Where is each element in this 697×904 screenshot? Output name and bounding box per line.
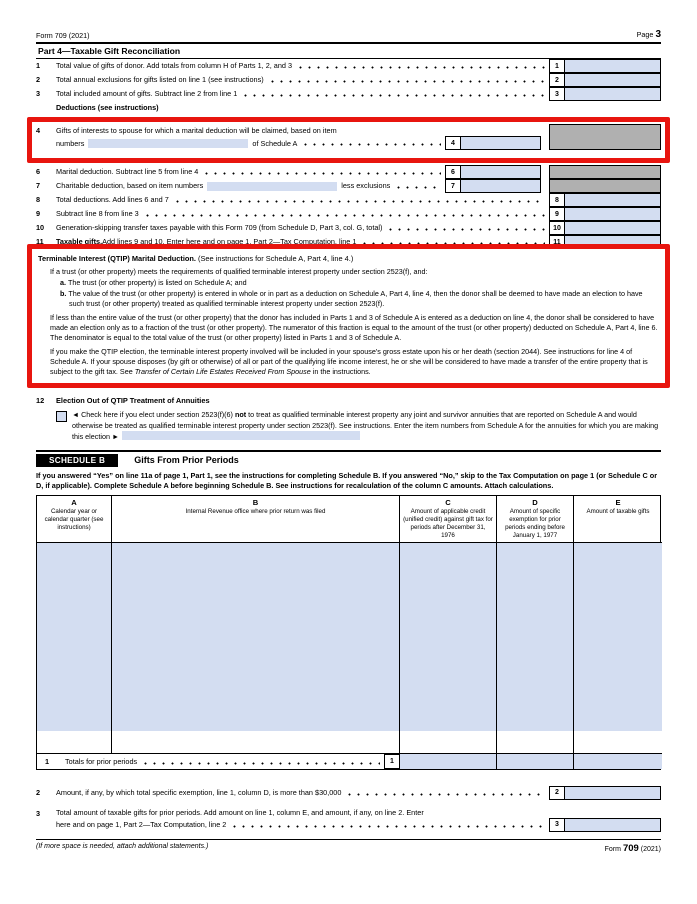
line-text: Total deductions. Add lines 6 and 7 [56, 195, 169, 204]
line-text: Gifts of interests to spouse for which a marital deduction will be claimed, based on item [56, 126, 337, 135]
column-header-c [400, 496, 497, 542]
column-desc: Amount of specific exemption for prior periods ending before January 1, 1977 [505, 508, 565, 539]
line-box-b1: 1 [384, 754, 400, 769]
line-text: here and on page 1, Part 2—Tax Computation, line 2 [56, 820, 227, 829]
footer-form-id [605, 843, 661, 854]
item-a-label: a. [60, 278, 66, 287]
line-box-9: 9 [549, 207, 565, 221]
amount-field-line-3[interactable] [565, 87, 661, 101]
schedule-b-instructions: If you answered “Yes” on line 11a of page 1, Part 1, see the instructions for completing Schedule B. If you answered “No,” skip to the Tax Computation on page 1 (or Schedule C or D, if applicable). Complete Schedule A before beginning Schedule B. See instructions for recalculation of the column C amounts. Attach calculations. [36, 470, 658, 490]
charitable-item-numbers-field[interactable] [207, 182, 337, 191]
line-number: 10 [36, 223, 45, 232]
footer-form-year: (2021) [640, 845, 661, 853]
line-box-b3: 3 [549, 818, 565, 832]
column-header-e [574, 496, 662, 542]
line-12-heading [36, 395, 661, 407]
deductions-heading [36, 101, 661, 115]
page-indicator [637, 29, 661, 40]
line-12-body [56, 410, 661, 443]
qtip-heading-bold: Terminable Interest (QTIP) Marital Deduction. [38, 254, 196, 263]
line-box-3: 3 [549, 87, 565, 101]
amount-field-line-9[interactable] [565, 207, 661, 221]
part4-line-8 [36, 193, 661, 207]
dot-leader [386, 228, 545, 231]
line-number: 1 [36, 61, 41, 70]
blank-cell [574, 731, 662, 753]
line-text: Add lines 9 and 10. Enter here and on page 1, Part 2—Tax Computation, line 1 [102, 237, 357, 246]
part4-line-3 [36, 87, 661, 101]
line-number: 11 [36, 237, 44, 246]
column-letter: D [532, 498, 538, 508]
dot-leader [143, 214, 545, 217]
page-header [36, 26, 661, 40]
check-text-bold: not [234, 410, 247, 419]
shaded-cell [549, 124, 661, 150]
line-12-title: Election Out of QTIP Treatment of Annuities [56, 396, 210, 405]
column-header-a [37, 496, 112, 542]
entry-cell-column-a[interactable] [37, 543, 112, 731]
line-number: 6 [36, 167, 41, 176]
amount-field-line-4[interactable] [461, 136, 541, 150]
totals-text: Totals for prior periods [65, 756, 138, 766]
amount-field-b3[interactable] [565, 818, 661, 832]
amount-field-line-1[interactable] [565, 59, 661, 73]
qtip-item-a [60, 278, 659, 288]
totals-row-label [37, 753, 400, 769]
schedule-b-header [36, 450, 661, 469]
line-number: 3 [36, 89, 41, 98]
entry-cell-column-b[interactable] [112, 543, 400, 731]
highlight-box-qtip [27, 244, 670, 388]
highlight-box-line-4 [27, 117, 670, 163]
dot-leader [173, 200, 545, 203]
amount-field-line-10[interactable] [565, 221, 661, 235]
election-item-numbers-field[interactable] [122, 431, 360, 440]
schedule-b-line-3 [36, 807, 661, 832]
qtip-heading-rest: (See instructions for Schedule A, Part 4, line 4.) [195, 254, 354, 263]
shaded-cell [549, 179, 661, 193]
line-text: of Schedule A [252, 139, 298, 148]
item-b-text: The value of the trust (or other property) is entered in whole or in part as a deduction on Schedule A, Part 4, line 4, then the donor shall be deemed to have made an election to have such trust (or other property) treated as qualified terminable interest property under section 2523(f). [68, 289, 643, 308]
dot-leader [141, 762, 380, 765]
totals-field-column-c[interactable] [400, 753, 497, 769]
blank-cell [497, 731, 574, 753]
footer-form-number: 709 [622, 842, 639, 854]
amount-field-line-7[interactable] [461, 179, 541, 193]
column-header-b [112, 496, 400, 542]
line-text: Total amount of taxable gifts for prior periods. Add amount on line 1, column E, and amount, if any, on line 2. Enter [56, 807, 424, 817]
item-b-label: b. [60, 289, 67, 298]
line-box-6: 6 [445, 165, 461, 179]
line-number: 8 [36, 195, 41, 204]
part4-line-1 [36, 59, 661, 73]
qtip-p3-italic: Transfer of Certain Life Estates Received From Spouse [134, 367, 311, 376]
column-letter: A [71, 498, 77, 508]
qtip-paragraph-1: If a trust (or other property) meets the requirements of qualified terminable interest property under section 2523(f), and: [50, 267, 428, 276]
line-box-7: 7 [445, 179, 461, 193]
item-a-text: The trust (or other property) is listed on Schedule A; and [68, 278, 247, 287]
schedule-b-badge: SCHEDULE B [36, 454, 118, 467]
entry-cell-column-e[interactable] [574, 543, 662, 731]
dot-leader [268, 80, 545, 83]
column-desc: Amount of taxable gifts [586, 508, 650, 516]
line-text-bold: Taxable gifts. [56, 237, 103, 246]
dot-leader [394, 186, 441, 189]
line-number: 12 [36, 396, 45, 405]
column-letter: E [615, 498, 621, 508]
line-text: Total annual exclusions for gifts listed on line 1 (see instructions) [56, 75, 264, 84]
shaded-cell [549, 165, 661, 179]
line-box-4: 4 [445, 136, 461, 150]
qtip-item-b [60, 289, 659, 309]
line-box-1: 1 [549, 59, 565, 73]
dot-leader [241, 94, 545, 97]
amount-field-line-2[interactable] [565, 73, 661, 87]
form-id: Form 709 (2021) [36, 31, 90, 40]
schedule-b-line-2 [36, 786, 661, 800]
amount-field-line-8[interactable] [565, 193, 661, 207]
line-box-2: 2 [549, 73, 565, 87]
line-number: 2 [36, 787, 41, 797]
line-number: 3 [36, 808, 41, 818]
page-number: 3 [655, 29, 661, 40]
part4-line-9 [36, 207, 661, 221]
line-box-10: 10 [549, 221, 565, 235]
qtip-heading [38, 253, 659, 264]
line-text: Charitable deduction, based on item numbers [56, 181, 204, 190]
column-letter: B [252, 498, 259, 508]
blank-cell [400, 731, 497, 753]
column-desc: Amount of applicable credit (unified credit) against gift tax for periods after December 31, 1976 [403, 508, 493, 539]
deductions-label: Deductions (see instructions) [56, 103, 159, 112]
footer-form-label: Form [604, 845, 621, 853]
dot-leader [202, 172, 441, 175]
part4-line-4 [36, 124, 661, 150]
column-desc: Internal Revenue office where prior return was filed [185, 508, 326, 516]
entry-cell-column-c[interactable] [400, 543, 497, 731]
column-header-d [497, 496, 574, 542]
check-text-rest: to treat as qualified terminable interest property any joint and survivor annuities that are reported on Schedule A and would otherwise be treated as qualified terminable interest property under section 2523(f). See instructions. Enter the item numbers from Schedule A for the annuities for which you are making this election ► [72, 410, 659, 441]
totals-field-column-e[interactable] [574, 753, 662, 769]
qtip-paragraph-3 [50, 347, 659, 377]
entry-cell-column-d[interactable] [497, 543, 574, 731]
line-box-b2: 2 [549, 786, 565, 800]
column-desc: Calendar year or calendar quarter (see instructions) [44, 508, 104, 531]
line-text: Generation-skipping transfer taxes payable with this Form 709 (from Schedule D, Part 3, col. G, total) [56, 223, 383, 232]
qtip-paragraph-2: If less than the entire value of the trust (or other property) that the donor has included in Parts 1 and 3 of Schedule A is entered as a deduction on line 4, the donor shall be considered to have made an election only as to a fraction of the trust (or other property). The numerator of this fraction is equal to the amount of the trust (or other property) deducted on Schedule A, Part 4, line 6. The denominator is equal to the total value of the trust (or other property) listed in Parts 1 and 3 of Schedule A. [50, 313, 658, 342]
part4-line-2 [36, 73, 661, 87]
qtip-p3-end: in the instructions. [310, 367, 371, 376]
line-number: 7 [36, 181, 41, 190]
line-number: 9 [36, 209, 41, 218]
item-numbers-field[interactable] [88, 139, 248, 148]
spacer [36, 101, 56, 115]
part4-line-7 [36, 179, 661, 193]
qtip-p3-text: If you make the QTIP election, the terminable interest property involved will be included in your spouse's gross estate upon his or her death (section 2044). See instructions for line 4 of Schedule A. If your spouse disposes (by gift or otherwise) of all or part of the qualifying life income interest, he or she will be considered to have made a transfer of the entire property that is subject to the gift tax. See [50, 347, 648, 376]
dot-leader [230, 825, 545, 828]
page-label: Page [636, 30, 654, 39]
schedule-b-table [36, 495, 661, 769]
footer-note: (If more space is needed, attach additional statements.) [36, 842, 209, 850]
part4-title: Part 4—Taxable Gift Reconciliation [36, 42, 661, 59]
line-text: Total value of gifts of donor. Add totals from column H of Parts 1, 2, and 3 [56, 61, 293, 70]
line-text: Subtract line 8 from line 3 [56, 209, 139, 218]
line-number: 1 [45, 756, 50, 766]
part4-line-10 [36, 221, 661, 235]
amount-field-b2[interactable] [565, 786, 661, 800]
check-text: ◄ Check here if you elect under section 2523(f)(6) [72, 410, 235, 419]
column-letter: C [445, 498, 451, 508]
line-text: less exclusions [341, 181, 391, 190]
schedule-b-title: Gifts From Prior Periods [134, 455, 239, 465]
amount-field-line-6[interactable] [461, 165, 541, 179]
dot-leader [296, 66, 545, 69]
blank-cell [112, 731, 400, 753]
line-box-11: 11 [549, 235, 565, 249]
line-number: 2 [36, 75, 41, 84]
line-number: 4 [36, 126, 41, 135]
totals-field-column-d[interactable] [497, 753, 574, 769]
line-text: Amount, if any, by which total specific exemption, line 1, column D, is more than $30,000 [56, 787, 342, 797]
line-text: Marital deduction. Subtract line 5 from line 4 [56, 167, 199, 176]
dot-leader [345, 793, 545, 796]
line-text: numbers [56, 139, 85, 148]
part4-line-6 [36, 165, 661, 179]
blank-cell [37, 731, 112, 753]
page-footer [36, 840, 661, 854]
line-text: Total included amount of gifts. Subtract line 2 from line 1 [56, 89, 238, 98]
line-box-8: 8 [549, 193, 565, 207]
qtip-election-checkbox[interactable] [56, 411, 67, 422]
dot-leader [301, 143, 441, 146]
line-12-text [72, 410, 661, 443]
